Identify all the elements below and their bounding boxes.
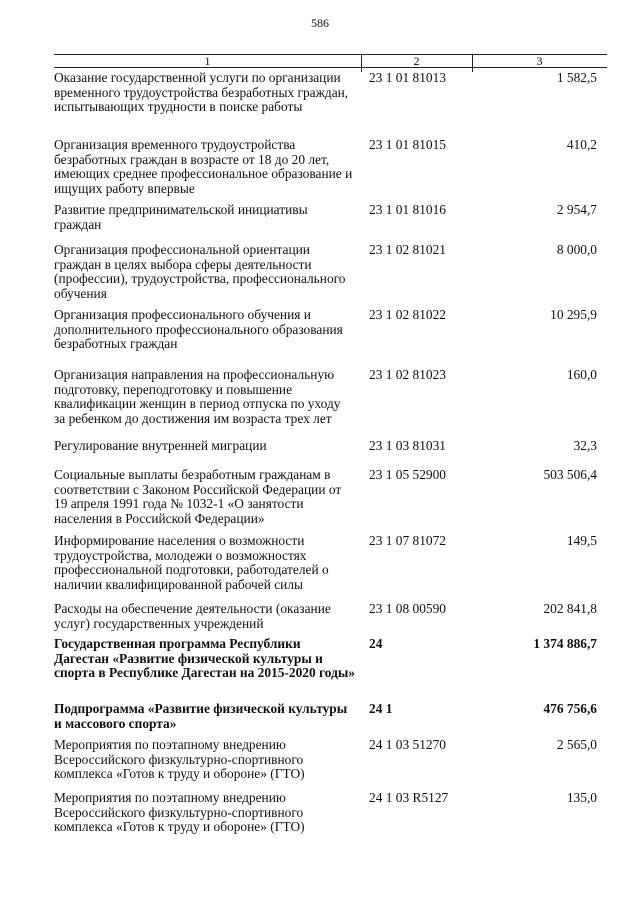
row-code-cell: 24 1 03 R5127 — [369, 790, 449, 805]
row-code-cell: 23 1 01 81015 — [369, 137, 446, 152]
row-name-cell: Социальные выплаты безработным гражданам в соответствии с Законом Российской Федерации от 19 апреля 1991 года № 1032-1 «О занятости населения в Российской Федерации» — [54, 467, 342, 526]
table-header — [54, 55, 607, 68]
row-code-cell: 24 1 — [369, 701, 393, 716]
table-row — [54, 71, 607, 115]
table-row — [54, 534, 607, 592]
table-row — [54, 308, 607, 352]
row-value-cell: 202 841,8 — [543, 601, 597, 616]
row-value-cell: 476 756,6 — [543, 701, 597, 716]
row-name-cell: Мероприятия по поэтапному внедрению Всероссийского физкультурно-спортивного комплекса «Готов к труду и обороне» (ГТО) — [54, 737, 305, 782]
table-row — [54, 738, 607, 782]
column-divider — [472, 55, 473, 72]
table-row — [54, 439, 607, 454]
row-code-cell: 24 — [369, 636, 383, 651]
table-row — [54, 602, 607, 631]
row-value-cell: 135,0 — [566, 790, 597, 805]
row-code-cell: 23 1 03 81031 — [369, 438, 446, 453]
row-value-cell: 8 000,0 — [556, 242, 597, 257]
row-name-cell: Подпрограмма «Развитие физической культуры и массового спорта» — [54, 701, 348, 731]
row-code-cell: 23 1 02 81022 — [369, 307, 446, 322]
table-row — [54, 468, 607, 526]
row-name-cell: Организация временного трудоустройства безработных граждан в возрасте от 18 до 20 лет, имеющих среднее профессиональное образование и ищущих работу впервые — [54, 137, 353, 196]
table-row — [54, 637, 607, 681]
row-name-cell: Организация профессиональной ориентации граждан в целях выбора сферы деятельности (профессии), трудоустройства, профессионального обучения — [54, 242, 346, 301]
row-value-cell: 2 954,7 — [556, 202, 597, 217]
table-row — [54, 702, 607, 731]
row-code-cell: 23 1 01 81013 — [369, 70, 446, 85]
row-code-cell: 24 1 03 51270 — [369, 737, 446, 752]
table-row — [54, 243, 607, 301]
row-name-cell: Регулирование внутренней миграции — [54, 438, 267, 453]
row-code-cell: 23 1 05 52900 — [369, 467, 446, 482]
page-number: 586 — [311, 16, 329, 30]
table-row — [54, 791, 607, 835]
row-value-cell: 2 565,0 — [556, 737, 597, 752]
row-name-cell: Оказание государственной услуги по организации временного трудоустройства безработных граждан, испытывающих трудности в поиске работы — [54, 70, 349, 115]
row-name-cell: Государственная программа Республики Дагестан «Развитие физической культуры и спорта в Республике Дагестан на 2015-2020 годы» — [54, 636, 356, 681]
row-name-cell: Информирование населения о возможности трудоустройства, молодежи о возможностях профессиональной подготовки, работодателей о наличии квалифицированной рабочей силы — [54, 533, 329, 592]
header-col-3: 3 — [536, 54, 543, 68]
table-row — [54, 368, 607, 426]
header-col-1: 1 — [204, 54, 211, 68]
row-value-cell: 410,2 — [566, 137, 597, 152]
row-value-cell: 32,3 — [573, 438, 597, 453]
column-divider — [361, 55, 362, 72]
row-name-cell: Организация профессионального обучения и дополнительного профессионального образования безработных граждан — [54, 307, 343, 352]
row-name-cell: Развитие предпринимательской инициативы граждан — [54, 202, 308, 232]
row-value-cell: 503 506,4 — [543, 467, 597, 482]
table-row — [54, 138, 607, 196]
row-code-cell: 23 1 08 00590 — [369, 601, 446, 616]
row-name-cell: Расходы на обеспечение деятельности (оказание услуг) государственных учреждений — [54, 601, 331, 631]
header-col-2: 2 — [413, 54, 420, 68]
row-value-cell: 1 582,5 — [556, 70, 597, 85]
row-name-cell: Организация направления на профессиональную подготовку, переподготовку и повышение квалификации женщин в период отпуска по уходу за ребенком до достижения им возраста трех лет — [54, 367, 341, 426]
row-value-cell: 160,0 — [566, 367, 597, 382]
row-code-cell: 23 1 02 81021 — [369, 242, 446, 257]
budget-table — [54, 54, 607, 835]
row-name-cell: Мероприятия по поэтапному внедрению Всероссийского физкультурно-спортивного комплекса «Готов к труду и обороне» (ГТО) — [54, 790, 305, 835]
row-code-cell: 23 1 01 81016 — [369, 202, 446, 217]
row-value-cell: 1 374 886,7 — [533, 636, 597, 651]
row-value-cell: 10 295,9 — [550, 307, 597, 322]
table-row — [54, 203, 607, 232]
row-value-cell: 149,5 — [566, 533, 597, 548]
row-code-cell: 23 1 07 81072 — [369, 533, 446, 548]
row-code-cell: 23 1 02 81023 — [369, 367, 446, 382]
